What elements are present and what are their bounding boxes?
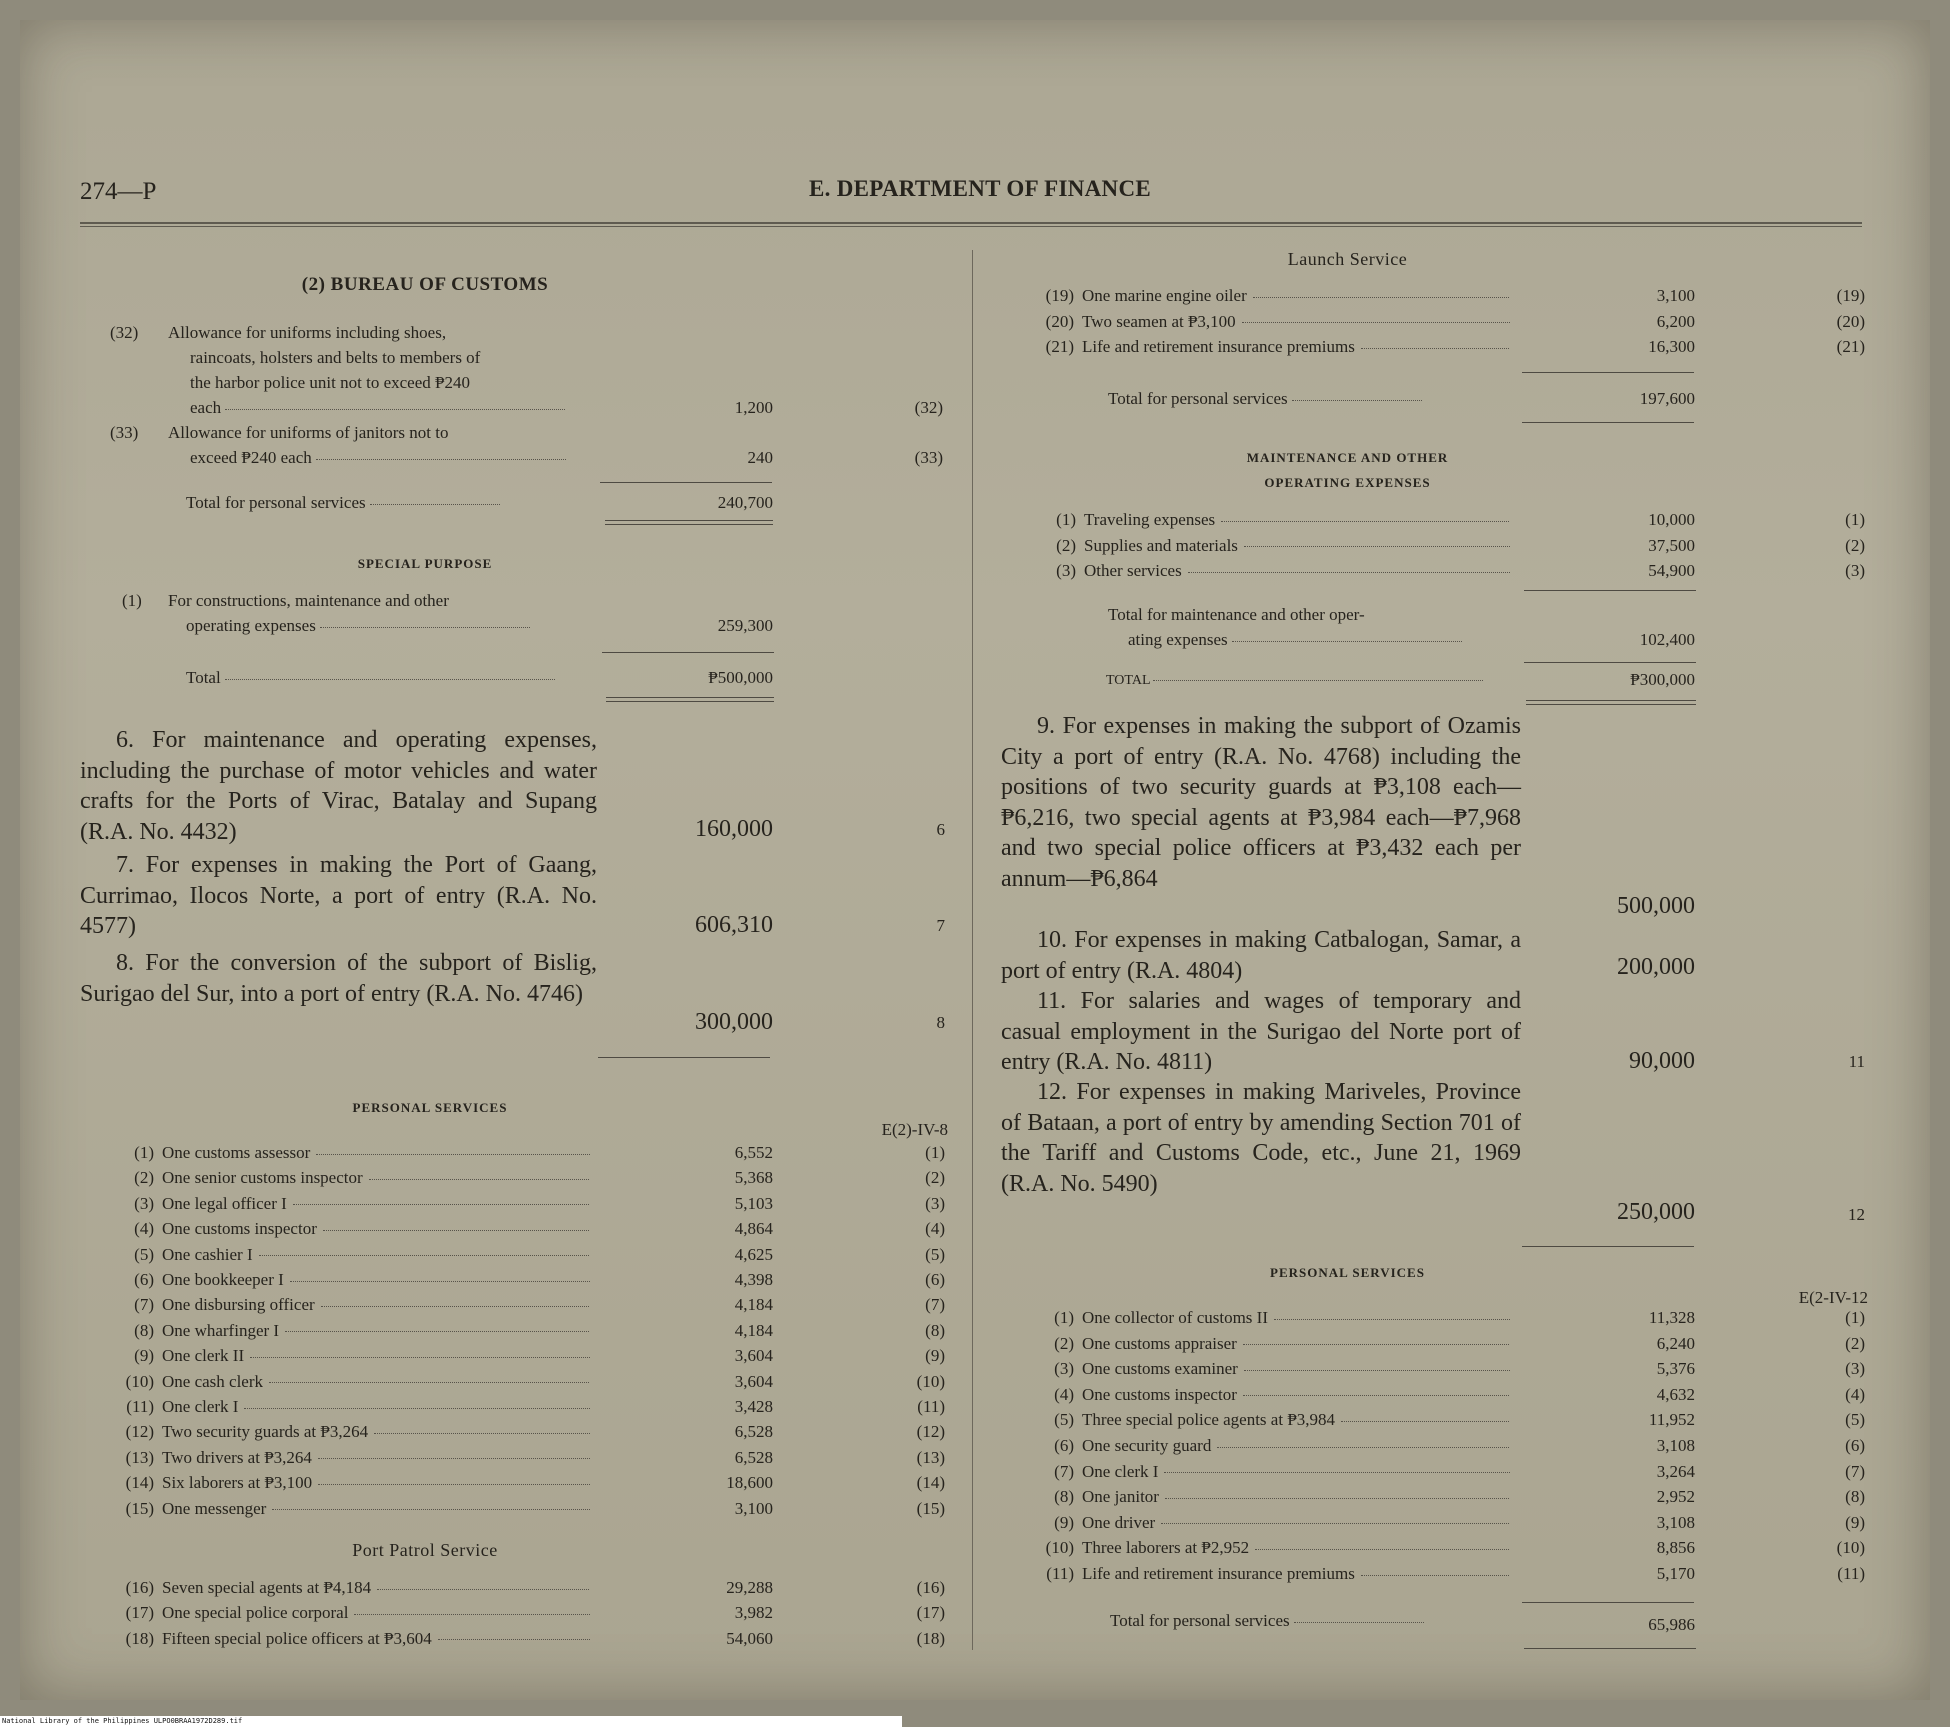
launch-service-heading: Launch Service <box>1287 249 1408 269</box>
item-label: Two seamen at ₱3,100 <box>1082 311 1236 331</box>
item-code: (11) <box>917 1397 945 1416</box>
item-num: (5) <box>134 1244 154 1264</box>
item-label: One special police corporal <box>162 1603 349 1623</box>
para-10: 10. For expenses in making Catbalogan, Samar, a port of entry (R.A. 4804) <box>1001 927 1521 984</box>
item-amount: 4,184 <box>734 1295 773 1315</box>
total-maintenance-line-1: Total for maintenance and other oper- <box>1108 605 1365 624</box>
item-num: (21) <box>1045 337 1074 356</box>
item-label: One wharfinger I <box>162 1320 280 1340</box>
item-num: (20) <box>1045 311 1074 331</box>
item-code: (9) <box>925 1346 945 1366</box>
total-maintenance-amount: 102,400 <box>1639 630 1695 649</box>
item-33-line-1: Allowance for uniforms of janitors not to <box>168 423 449 442</box>
item-amount: 3,982 <box>734 1603 773 1623</box>
item-amount: 2,952 <box>1656 1487 1695 1507</box>
item-amount: 5,170 <box>1656 1564 1695 1583</box>
item-num: (11) <box>1046 1564 1074 1583</box>
item-label: One disbursing officer <box>162 1295 315 1315</box>
item-code: (5) <box>925 1244 945 1264</box>
item-label: One customs inspector <box>1082 1384 1237 1404</box>
item-num: (6) <box>1054 1436 1074 1455</box>
item-label: Other services <box>1084 561 1182 580</box>
section-title: (2) BUREAU OF CUSTOMS <box>301 274 549 295</box>
item-num: (2) <box>134 1168 154 1188</box>
item-amount: 3,108 <box>1656 1512 1695 1532</box>
para-7-code: 7 <box>936 916 945 935</box>
item-code: (18) <box>916 1628 945 1648</box>
item-amount: 10,000 <box>1648 510 1695 529</box>
item-num: (7) <box>1054 1461 1074 1481</box>
item-num: (4) <box>1054 1384 1074 1404</box>
item-num: (3) <box>1056 561 1076 580</box>
item-label: Six laborers at ₱3,100 <box>162 1473 313 1493</box>
item-amount: 16,300 <box>1648 337 1695 356</box>
item-label: One bookkeeper I <box>162 1270 284 1289</box>
item-amount: 5,368 <box>734 1168 773 1188</box>
total-maintenance-line-2: ating expenses <box>1128 630 1228 649</box>
item-num: (15) <box>125 1498 154 1518</box>
item-code: (20) <box>1836 311 1865 331</box>
item-amount: 6,200 <box>1656 311 1695 331</box>
item-label: One cashier I <box>162 1244 253 1264</box>
page-title: E. DEPARTMENT OF FINANCE <box>808 176 1152 201</box>
item-label: One marine engine oiler <box>1082 286 1247 305</box>
item-num: (32) <box>110 323 139 342</box>
sp-total-label: Total <box>186 668 221 687</box>
item-num: (3) <box>134 1193 154 1213</box>
item-label: One customs examiner <box>1082 1359 1238 1379</box>
item-label: One clerk II <box>162 1346 245 1366</box>
para-12-code: 12 <box>1848 1205 1865 1224</box>
item-label: One customs appraiser <box>1082 1333 1237 1353</box>
item-code: (3) <box>1845 1359 1865 1379</box>
sp-line-1: For constructions, maintenance and other <box>168 591 449 610</box>
item-label: One messenger <box>162 1498 267 1518</box>
para-7: 7. For expenses in making the Port of Gaang, Currimao, Ilocos Norte, a port of entry (R.A. No. 4577) <box>80 852 597 939</box>
total-amount: ₱300,000 <box>1630 670 1695 689</box>
item-code: (8) <box>1845 1487 1865 1507</box>
special-purpose-heading: SPECIAL PURPOSE <box>357 556 493 571</box>
item-num: (16) <box>125 1578 154 1597</box>
maintenance-heading-1: MAINTENANCE AND OTHER <box>1246 450 1449 465</box>
item-num: (1) <box>1056 510 1076 529</box>
item-amount: 5,103 <box>734 1193 773 1213</box>
item-num: (1) <box>134 1143 154 1162</box>
para-9: 9. For expenses in making the subport of Ozamis City a port of entry (R.A. No. 4768) including the positions of two security guards at ₱3,108 each—₱6,216, two special agents at ₱3,984 each—₱7,968 and two special police officers at ₱3,432 each per annum—₱6,864 <box>1001 713 1521 892</box>
item-num: (19) <box>1045 286 1074 305</box>
item-label: One customs inspector <box>162 1219 317 1239</box>
item-label: One cash clerk <box>162 1371 264 1391</box>
total-label: TOTAL <box>1106 673 1150 688</box>
item-amount: 5,376 <box>1656 1359 1695 1379</box>
item-num: (13) <box>125 1447 154 1467</box>
item-num: (1) <box>122 591 142 610</box>
item-code: (8) <box>925 1320 945 1340</box>
page-number: 274—P <box>80 178 157 205</box>
item-num: (12) <box>125 1422 154 1442</box>
item-code: (1) <box>925 1143 945 1162</box>
para-8: 8. For the conversion of the subport of Bislig, Surigao del Sur, into a port of entry (R.A. No. 4746) <box>80 950 597 1007</box>
item-33-code: (33) <box>914 448 943 467</box>
item-label: Supplies and materials <box>1084 535 1238 555</box>
item-32-amount: 1,200 <box>734 398 773 417</box>
para-10-amount: 200,000 <box>1617 954 1695 980</box>
item-amount: 3,108 <box>1656 1436 1695 1455</box>
item-code: (5) <box>1845 1410 1865 1430</box>
item-label: Fifteen special police officers at ₱3,604 <box>162 1628 432 1648</box>
item-label: Three special police agents at ₱3,984 <box>1082 1410 1336 1430</box>
item-amount: 6,528 <box>734 1422 773 1442</box>
item-code: (9) <box>1845 1512 1865 1532</box>
item-code: (3) <box>1845 561 1865 580</box>
item-amount: 4,632 <box>1656 1384 1695 1404</box>
para-6-code: 6 <box>936 820 945 839</box>
item-amount: 11,328 <box>1648 1308 1695 1327</box>
item-num: (17) <box>125 1603 154 1623</box>
item-num: (4) <box>134 1219 154 1239</box>
item-code: (10) <box>1836 1538 1865 1558</box>
header-rule-thin <box>80 226 1862 227</box>
maintenance-heading-2: OPERATING EXPENSES <box>1264 475 1431 490</box>
para-12: 12. For expenses in making Mariveles, Province of Bataan, a port of entry by amending Section 701 of the Tariff and Customs Code, etc., June 21, 1969 (R.A. No. 5490) <box>1001 1079 1521 1197</box>
item-amount: 29,288 <box>726 1578 773 1597</box>
item-num: (8) <box>134 1320 154 1340</box>
para-7-amount: 606,310 <box>695 912 773 938</box>
item-32-line-2: raincoats, holsters and belts to members of <box>190 348 481 367</box>
total-personal-label: Total for personal services <box>186 493 366 512</box>
item-32-line-4: each <box>190 398 222 417</box>
item-32-line-3: the harbor police unit not to exceed ₱240 <box>190 373 470 392</box>
para-11-amount: 90,000 <box>1629 1048 1695 1074</box>
scan-credit: National Library of the Philippines ULPO0BRAA1972D289.tif <box>0 1716 902 1727</box>
item-code: (19) <box>1836 286 1865 305</box>
item-label: One customs assessor <box>162 1143 311 1162</box>
item-num: (5) <box>1054 1410 1074 1430</box>
para-6-amount: 160,000 <box>695 816 773 842</box>
item-amount: 6,240 <box>1656 1333 1695 1353</box>
item-label: Traveling expenses <box>1084 510 1216 529</box>
sp-line-2: operating expenses <box>186 616 316 635</box>
item-num: (11) <box>126 1397 154 1416</box>
item-num: (9) <box>134 1346 154 1366</box>
item-label: One clerk I <box>162 1397 239 1416</box>
item-label: Seven special agents at ₱4,184 <box>162 1578 372 1597</box>
item-amount: 54,060 <box>726 1628 773 1648</box>
para-8-amount: 300,000 <box>695 1009 773 1035</box>
item-32-code: (32) <box>914 398 943 417</box>
header-rule <box>80 222 1862 224</box>
item-label: One driver <box>1082 1512 1156 1532</box>
item-num: (10) <box>125 1371 154 1391</box>
item-num: (1) <box>1054 1308 1074 1327</box>
item-label: Two security guards at ₱3,264 <box>162 1422 369 1442</box>
personal-services-code-header: E(2)-IV-8 <box>881 1120 948 1139</box>
item-33-line-2: exceed ₱240 each <box>190 448 312 467</box>
item-num: (7) <box>134 1295 154 1315</box>
sp-amount: 259,300 <box>717 616 773 635</box>
item-label: One senior customs inspector <box>162 1168 363 1188</box>
item-amount: 37,500 <box>1648 535 1695 555</box>
item-amount: 3,604 <box>734 1371 773 1391</box>
item-code: (7) <box>925 1295 945 1315</box>
para-11: 11. For salaries and wages of temporary and casual employment in the Surigao del Norte port of entry (R.A. No. 4811) <box>1001 988 1521 1075</box>
item-label: Three laborers at ₱2,952 <box>1082 1538 1250 1558</box>
item-amount: 3,100 <box>1656 286 1695 305</box>
item-code: (3) <box>925 1193 945 1213</box>
item-num: (10) <box>1045 1538 1074 1558</box>
item-code: (15) <box>916 1498 945 1518</box>
item-num: (18) <box>125 1628 154 1648</box>
item-code: (4) <box>1845 1384 1865 1404</box>
item-code: (2) <box>1845 535 1865 555</box>
item-code: (10) <box>916 1371 945 1391</box>
item-num: (2) <box>1056 535 1076 555</box>
para-9-amount: 500,000 <box>1617 893 1695 919</box>
sp-total-amount: ₱500,000 <box>708 668 773 687</box>
personal-services-heading: PERSONAL SERVICES <box>352 1100 508 1115</box>
right-total-personal-amount: 197,600 <box>1639 389 1695 408</box>
item-code: (6) <box>1845 1436 1865 1455</box>
item-amount: 4,864 <box>734 1219 773 1239</box>
item-num: (6) <box>134 1270 154 1289</box>
item-label: One janitor <box>1082 1487 1159 1507</box>
item-label: Life and retirement insurance premiums <box>1082 1564 1355 1583</box>
item-amount: 3,604 <box>734 1346 773 1366</box>
item-amount: 18,600 <box>726 1473 773 1493</box>
item-label: Two drivers at ₱3,264 <box>162 1447 312 1467</box>
item-amount: 8,856 <box>1656 1538 1695 1558</box>
item-amount: 3,428 <box>734 1397 773 1416</box>
item-code: (2) <box>925 1168 945 1188</box>
item-num: (3) <box>1054 1359 1074 1379</box>
para-6: 6. For maintenance and operating expenses, including the purchase of motor vehicles and water crafts for the Ports of Virac, Batalay and Supang (R.A. No. 4432) <box>80 727 597 845</box>
item-code: (21) <box>1836 337 1865 356</box>
item-code: (11) <box>1837 1564 1865 1583</box>
item-code: (14) <box>916 1473 945 1493</box>
item-amount: 4,625 <box>734 1244 773 1264</box>
item-code: (13) <box>916 1447 945 1467</box>
right-personal-services-code-header: E(2-IV-12 <box>1798 1288 1868 1307</box>
item-code: (7) <box>1845 1461 1865 1481</box>
item-amount: 54,900 <box>1648 561 1695 580</box>
para-12-amount: 250,000 <box>1617 1199 1695 1225</box>
port-patrol-heading: Port Patrol Service <box>352 1540 498 1560</box>
right-total-personal-label: Total for personal services <box>1108 389 1288 408</box>
item-code: (1) <box>1845 510 1865 529</box>
right-personal-services-heading: PERSONAL SERVICES <box>1270 1265 1425 1280</box>
item-num: (8) <box>1054 1487 1074 1507</box>
item-label: Life and retirement insurance premiums <box>1082 337 1355 356</box>
item-amount: 4,398 <box>734 1270 773 1289</box>
item-label: One clerk I <box>1082 1461 1159 1481</box>
item-amount: 6,528 <box>734 1447 773 1467</box>
total-personal-amount: 240,700 <box>717 493 773 512</box>
item-code: (12) <box>916 1422 945 1442</box>
item-code: (16) <box>916 1578 945 1597</box>
item-amount: 11,952 <box>1648 1410 1695 1430</box>
item-code: (1) <box>1845 1308 1865 1327</box>
right-ps-total-amount: 65,986 <box>1648 1615 1695 1634</box>
item-amount: 4,184 <box>734 1320 773 1340</box>
item-code: (6) <box>925 1270 945 1289</box>
item-code: (17) <box>916 1603 945 1623</box>
item-33-amount: 240 <box>747 448 773 467</box>
para-11-code: 11 <box>1848 1052 1865 1071</box>
item-amount: 3,264 <box>1656 1461 1695 1481</box>
item-code: (2) <box>1845 1333 1865 1353</box>
item-num: (33) <box>110 423 139 442</box>
item-32-line-1: Allowance for uniforms including shoes, <box>168 323 447 342</box>
item-num: (9) <box>1054 1512 1074 1532</box>
item-label: One collector of customs II <box>1082 1308 1268 1327</box>
item-amount: 6,552 <box>734 1143 773 1162</box>
para-8-code: 8 <box>936 1013 945 1032</box>
item-num: (14) <box>125 1473 154 1493</box>
item-num: (2) <box>1054 1333 1074 1353</box>
column-divider <box>972 250 973 1650</box>
item-label: One security guard <box>1082 1436 1212 1455</box>
item-label: One legal officer I <box>162 1193 287 1213</box>
right-ps-total-label: Total for personal services <box>1110 1611 1290 1630</box>
item-code: (4) <box>925 1219 945 1239</box>
item-amount: 3,100 <box>734 1498 773 1518</box>
